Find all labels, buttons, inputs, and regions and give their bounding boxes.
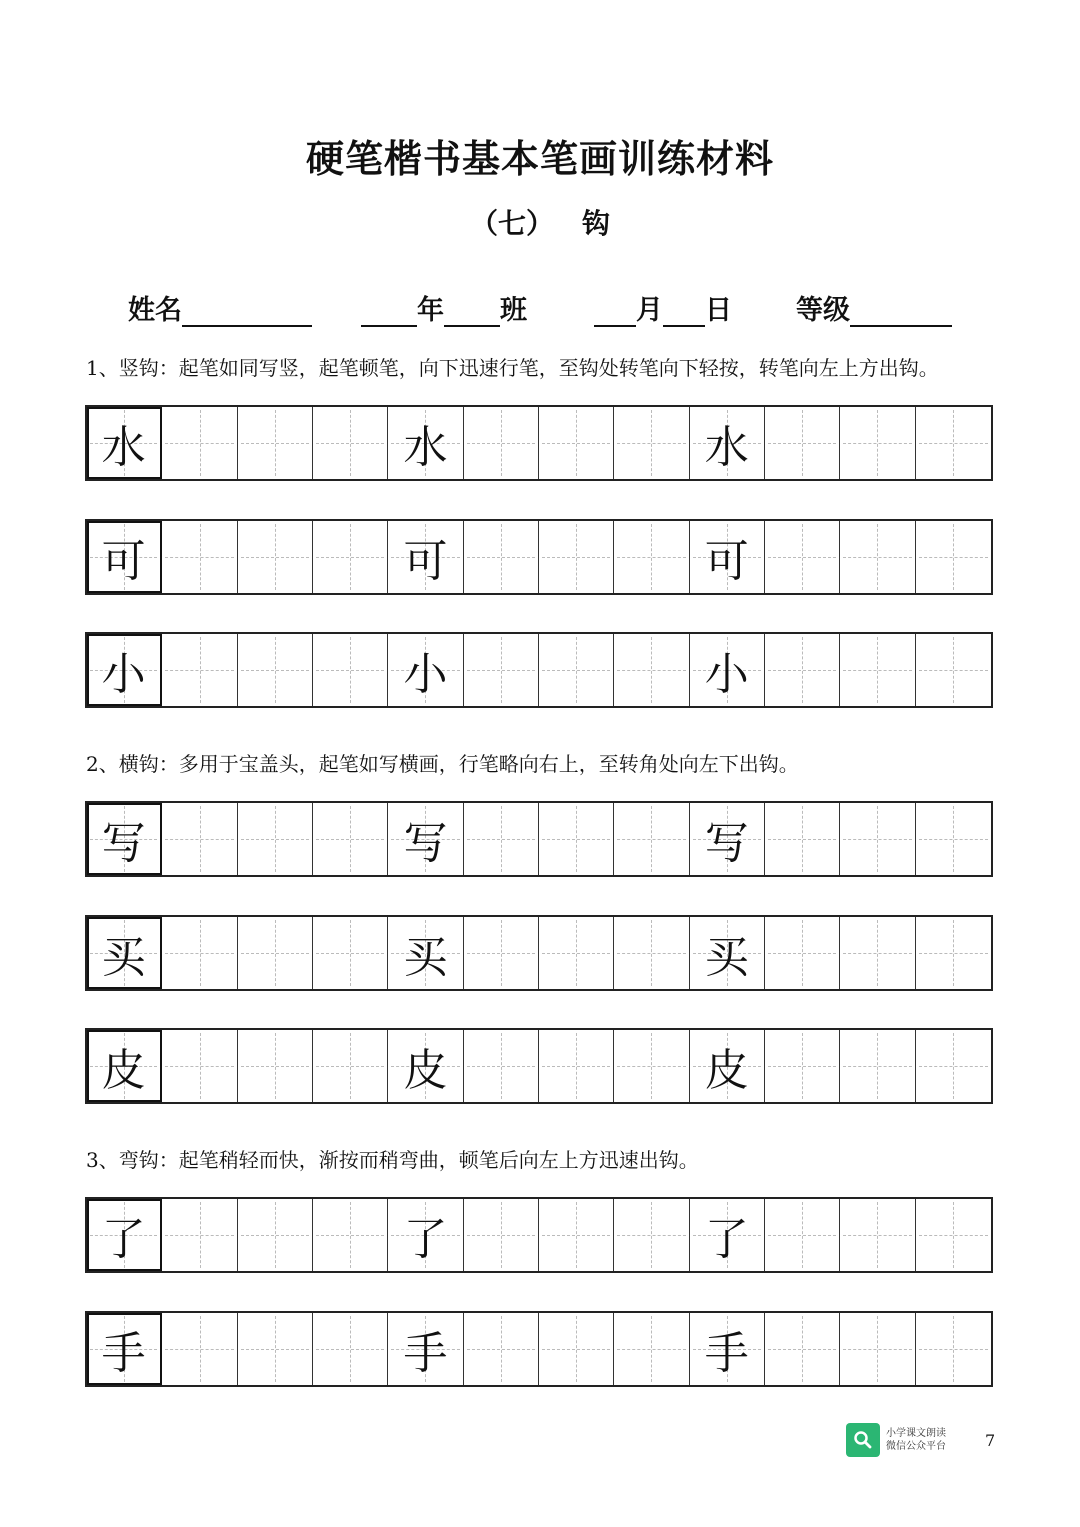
writing-cell[interactable] — [765, 521, 840, 593]
writing-cell[interactable] — [464, 1199, 539, 1271]
practice-row — [85, 915, 993, 991]
practice-row — [85, 405, 993, 481]
model-character-cell — [87, 521, 162, 593]
writing-cell[interactable] — [840, 634, 915, 706]
writing-cell[interactable] — [916, 634, 991, 706]
model-character: 皮 — [403, 1045, 448, 1096]
wechat-platform-logo — [846, 1423, 972, 1457]
model-character: 水 — [101, 422, 146, 473]
writing-cell[interactable] — [388, 521, 463, 593]
page-number: 7 — [985, 1431, 996, 1450]
model-character: 小 — [403, 649, 448, 700]
writing-cell[interactable] — [162, 634, 237, 706]
writing-cell[interactable] — [313, 407, 388, 479]
writing-cell[interactable] — [388, 1313, 463, 1385]
model-character: 买 — [101, 932, 146, 983]
writing-cell[interactable] — [840, 1313, 915, 1385]
writing-cell[interactable] — [464, 634, 539, 706]
model-character-cell — [87, 634, 162, 706]
writing-cell[interactable] — [388, 407, 463, 479]
writing-cell[interactable] — [539, 1313, 614, 1385]
writing-cell[interactable] — [614, 803, 689, 875]
page-title: 硬笔楷书基本笔画训练材料 — [305, 136, 774, 181]
writing-cell[interactable] — [539, 1030, 614, 1102]
writing-cell[interactable] — [539, 803, 614, 875]
writing-cell[interactable] — [916, 1313, 991, 1385]
writing-cell[interactable] — [464, 917, 539, 989]
writing-cell[interactable] — [313, 634, 388, 706]
writing-cell[interactable] — [539, 917, 614, 989]
writing-cell[interactable] — [840, 1030, 915, 1102]
writing-cell[interactable] — [690, 1030, 765, 1102]
writing-cell[interactable] — [539, 521, 614, 593]
search-icon — [846, 1423, 880, 1457]
writing-cell[interactable] — [238, 1030, 313, 1102]
writing-cell[interactable] — [238, 1199, 313, 1271]
model-character-cell — [87, 917, 162, 989]
writing-cell[interactable] — [614, 917, 689, 989]
writing-cell[interactable] — [614, 1030, 689, 1102]
model-character: 写 — [101, 818, 146, 869]
writing-cell[interactable] — [690, 521, 765, 593]
grade-field[interactable] — [796, 288, 952, 327]
writing-cell[interactable] — [765, 1313, 840, 1385]
day-label: 日 — [705, 295, 732, 326]
writing-cell[interactable] — [690, 917, 765, 989]
name-blank[interactable] — [182, 295, 312, 327]
model-character: 手 — [704, 1328, 749, 1379]
writing-cell[interactable] — [916, 917, 991, 989]
writing-cell[interactable] — [313, 917, 388, 989]
class-label: 班 — [500, 295, 527, 326]
subtitle-topic: 钩 — [582, 207, 611, 240]
model-character: 手 — [403, 1328, 448, 1379]
writing-cell[interactable] — [162, 407, 237, 479]
model-character: 写 — [704, 818, 749, 869]
writing-cell[interactable] — [238, 521, 313, 593]
writing-cell[interactable] — [690, 1199, 765, 1271]
name-field[interactable] — [128, 288, 312, 327]
writing-cell[interactable] — [539, 1199, 614, 1271]
writing-cell[interactable] — [238, 803, 313, 875]
year-label: 年 — [417, 295, 444, 326]
writing-cell[interactable] — [840, 521, 915, 593]
writing-cell[interactable] — [539, 634, 614, 706]
student-info-line — [0, 288, 1080, 328]
writing-cell[interactable] — [388, 634, 463, 706]
writing-cell[interactable] — [464, 521, 539, 593]
writing-cell[interactable] — [690, 407, 765, 479]
writing-cell[interactable] — [464, 1030, 539, 1102]
writing-cell[interactable] — [238, 407, 313, 479]
practice-row — [85, 632, 993, 708]
model-character-cell — [87, 1313, 162, 1385]
section-1-description: 1、竖钩：起笔如同写竖，起笔顿笔，向下迅速行笔，至钩处转笔向下轻按，转笔向左上方出钩。 — [86, 356, 939, 380]
writing-cell[interactable] — [313, 803, 388, 875]
model-character: 手 — [101, 1328, 146, 1379]
model-character: 皮 — [704, 1045, 749, 1096]
writing-cell[interactable] — [840, 1199, 915, 1271]
model-character: 小 — [704, 649, 749, 700]
practice-row — [85, 519, 993, 595]
writing-cell[interactable] — [840, 803, 915, 875]
writing-cell[interactable] — [388, 803, 463, 875]
writing-cell[interactable] — [388, 917, 463, 989]
writing-cell[interactable] — [388, 1030, 463, 1102]
writing-cell[interactable] — [388, 1199, 463, 1271]
subtitle-number: （七） — [469, 207, 554, 240]
writing-cell[interactable] — [238, 1313, 313, 1385]
writing-cell[interactable] — [238, 917, 313, 989]
writing-cell[interactable] — [162, 1313, 237, 1385]
model-character: 买 — [403, 932, 448, 983]
model-character: 皮 — [101, 1045, 146, 1096]
model-character: 了 — [101, 1214, 146, 1265]
practice-row — [85, 1311, 993, 1387]
writing-cell[interactable] — [840, 917, 915, 989]
writing-cell[interactable] — [916, 1030, 991, 1102]
writing-cell[interactable] — [765, 634, 840, 706]
section-2-description: 2、横钩：多用于宝盖头，起笔如写横画，行笔略向右上，至转角处向左下出钩。 — [86, 752, 799, 776]
writing-cell[interactable] — [313, 521, 388, 593]
model-character-cell — [87, 1199, 162, 1271]
practice-row — [85, 1028, 993, 1104]
writing-cell[interactable] — [162, 803, 237, 875]
writing-cell[interactable] — [614, 634, 689, 706]
model-character: 写 — [403, 818, 448, 869]
page-subtitle — [0, 202, 1080, 242]
writing-cell[interactable] — [916, 521, 991, 593]
model-character: 可 — [403, 536, 448, 587]
writing-cell[interactable] — [162, 521, 237, 593]
writing-cell[interactable] — [840, 407, 915, 479]
writing-cell[interactable] — [238, 634, 313, 706]
month-label: 月 — [636, 295, 663, 326]
writing-cell[interactable] — [916, 407, 991, 479]
model-character: 水 — [704, 422, 749, 473]
writing-cell[interactable] — [765, 407, 840, 479]
model-character: 可 — [704, 536, 749, 587]
day-blank[interactable] — [663, 295, 705, 327]
writing-cell[interactable] — [464, 407, 539, 479]
writing-cell[interactable] — [916, 803, 991, 875]
writing-cell[interactable] — [313, 1199, 388, 1271]
name-label: 姓名 — [128, 295, 182, 326]
writing-cell[interactable] — [614, 1199, 689, 1271]
model-character-cell — [87, 1030, 162, 1102]
writing-cell[interactable] — [916, 1199, 991, 1271]
writing-cell[interactable] — [765, 1199, 840, 1271]
grade-label: 等级 — [796, 295, 850, 326]
grade-blank[interactable] — [850, 295, 952, 327]
model-character: 可 — [101, 536, 146, 587]
class-blank[interactable] — [444, 295, 500, 327]
model-character: 了 — [403, 1214, 448, 1265]
writing-cell[interactable] — [614, 521, 689, 593]
writing-cell[interactable] — [464, 1313, 539, 1385]
year-field[interactable] — [361, 288, 527, 327]
model-character: 小 — [101, 649, 146, 700]
writing-cell[interactable] — [690, 1313, 765, 1385]
writing-cell[interactable] — [690, 634, 765, 706]
writing-cell[interactable] — [464, 803, 539, 875]
writing-cell[interactable] — [765, 1030, 840, 1102]
writing-cell[interactable] — [614, 1313, 689, 1385]
model-character-cell — [87, 803, 162, 875]
writing-cell[interactable] — [162, 1199, 237, 1271]
model-character-cell — [87, 407, 162, 479]
year-blank[interactable] — [361, 295, 417, 327]
practice-row — [85, 801, 993, 877]
model-character: 了 — [704, 1214, 749, 1265]
section-3-description: 3、弯钩：起笔稍轻而快，渐按而稍弯曲，顿笔后向左上方迅速出钩。 — [86, 1148, 699, 1172]
logo-line-1: 小学课文朗读 — [886, 1428, 946, 1439]
writing-cell[interactable] — [162, 1030, 237, 1102]
writing-cell[interactable] — [765, 803, 840, 875]
date-field[interactable] — [594, 288, 732, 327]
writing-cell[interactable] — [539, 407, 614, 479]
model-character: 买 — [704, 932, 749, 983]
writing-cell[interactable] — [313, 1030, 388, 1102]
writing-cell[interactable] — [162, 917, 237, 989]
writing-cell[interactable] — [614, 407, 689, 479]
model-character: 水 — [403, 422, 448, 473]
logo-line-2: 微信公众平台 — [886, 1441, 946, 1452]
writing-cell[interactable] — [765, 917, 840, 989]
writing-cell[interactable] — [313, 1313, 388, 1385]
writing-cell[interactable] — [690, 803, 765, 875]
practice-row — [85, 1197, 993, 1273]
month-blank[interactable] — [594, 295, 636, 327]
